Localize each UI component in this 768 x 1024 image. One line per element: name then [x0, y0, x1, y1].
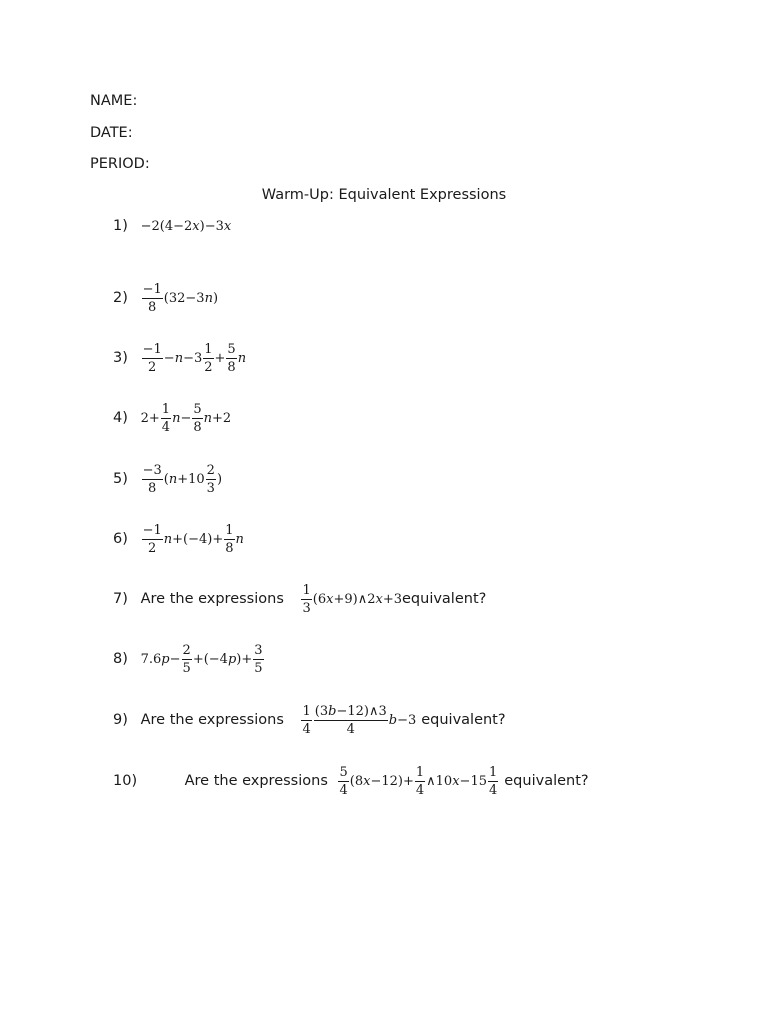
- question-number: 1): [113, 218, 128, 234]
- question-number: 3): [113, 350, 128, 366]
- expression: $\frac{5}{4}$ (8x−12)+ $\frac{1}{4}$ ∧10x−15 $\frac{1}{4}$: [339, 765, 498, 798]
- expression: 2+ $\frac{1}{4}$ n− $\frac{5}{8}$ n+2: [140, 402, 232, 435]
- question-3: [113, 341, 246, 376]
- question-text: Are the expressions: [140, 712, 284, 728]
- question-number: 9): [113, 712, 128, 728]
- question-number: 8): [113, 651, 128, 667]
- question-number: 5): [113, 471, 128, 487]
- expression: 7.6p− $\frac{2}{5}$ +(−4p)+ $\frac{3}{5}$: [140, 643, 263, 676]
- expression: −2(4−2x)−3x: [140, 219, 232, 234]
- question-5: [113, 462, 222, 497]
- question-number: 7): [113, 591, 128, 607]
- question-number: 2): [113, 290, 128, 306]
- page-title: Warm-Up: Equivalent Expressions: [261, 187, 507, 203]
- expression: $\frac{1}{3}$ (6x+9)∧2x+3: [302, 583, 402, 616]
- question-2: [113, 281, 218, 316]
- question-number: 6): [113, 531, 128, 547]
- question-text: Are the expressions: [140, 591, 284, 607]
- period-label: PERIOD:: [90, 156, 150, 172]
- question-suffix: equivalent?: [402, 591, 487, 607]
- name-label: NAME:: [90, 93, 138, 109]
- expression: $\frac{-1}{2}$ −n−3 $\frac{1}{2}$ + $\frac{5}{8}$ n: [142, 342, 247, 375]
- question-1: [113, 218, 231, 234]
- question-suffix: equivalent?: [504, 773, 589, 789]
- question-8: [113, 642, 265, 677]
- question-4: [113, 401, 231, 436]
- question-7: [113, 582, 486, 617]
- date-label: DATE:: [90, 125, 133, 141]
- expression: $\frac{-1}{8}$ (32−3n): [142, 282, 219, 315]
- question-6: [113, 522, 244, 557]
- question-10: [113, 764, 589, 799]
- question-number: 10): [113, 773, 138, 789]
- expression: $\frac{-1}{2}$ n+(−4)+ $\frac{1}{8}$ n: [142, 523, 244, 556]
- question-number: 4): [113, 410, 128, 426]
- question-suffix: equivalent?: [421, 712, 506, 728]
- expression: $\frac{1}{4}$ $\frac{(3b-12)\wedge 3}{4}$ b−3: [302, 704, 417, 737]
- question-text: Are the expressions: [184, 773, 328, 789]
- question-9: [113, 703, 506, 738]
- expression: $\frac{-3}{8}$ (n+10 $\frac{2}{3}$ ): [142, 463, 223, 496]
